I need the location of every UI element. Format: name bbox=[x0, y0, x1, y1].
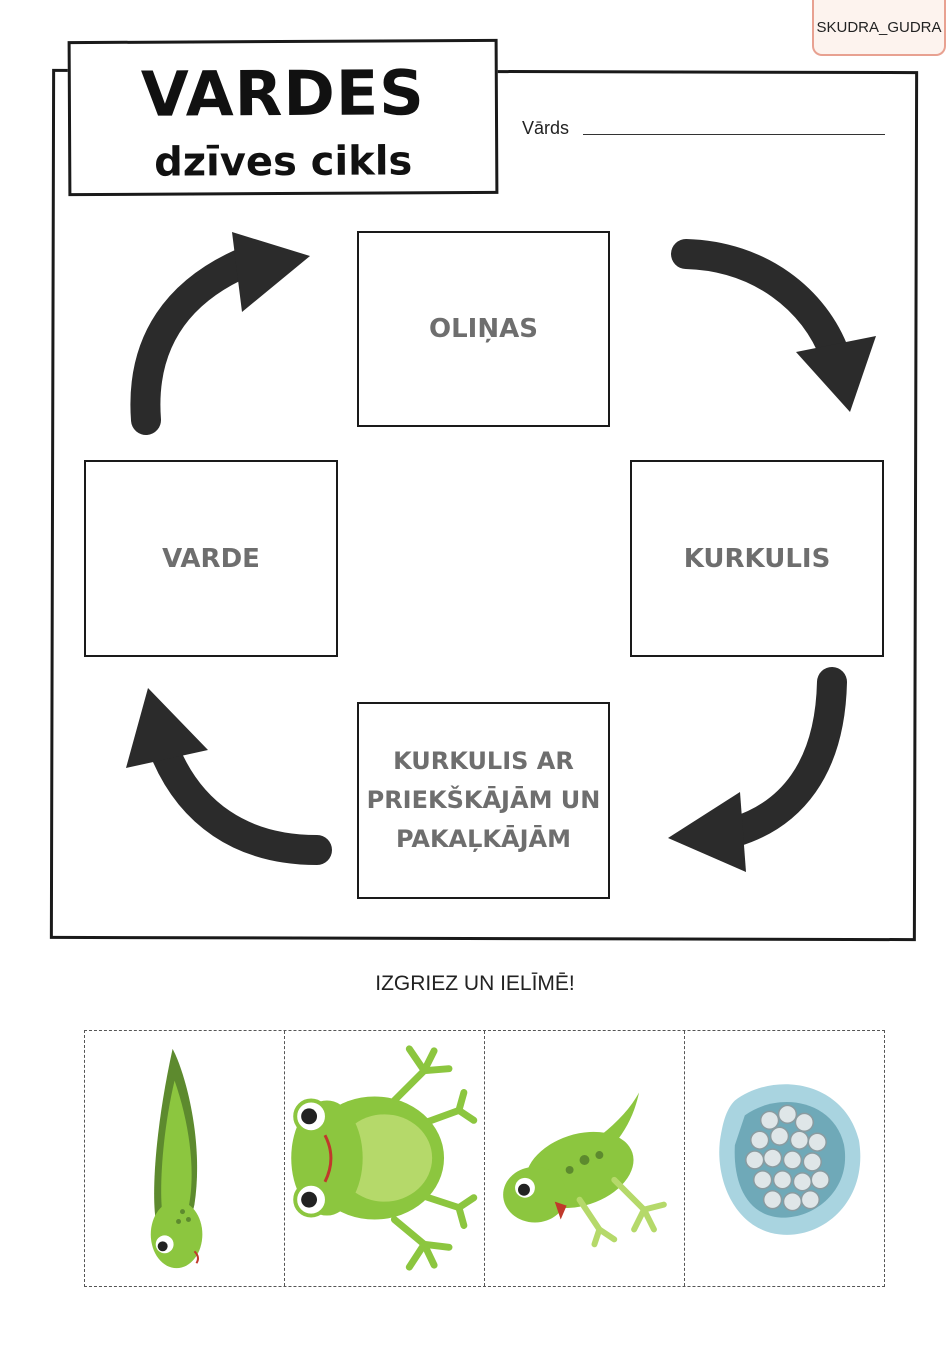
stage-box-frog bbox=[84, 460, 338, 657]
stage-box-tadpole bbox=[630, 460, 884, 657]
frog-icon bbox=[285, 1031, 484, 1286]
stage-label-tadpole-legs: KURKULIS AR PRIEKŠKĀJĀM UN PAKAĻKĀJĀM bbox=[366, 747, 601, 853]
page-subtitle: dzīves cikls bbox=[154, 138, 413, 186]
arrow-right-to-bottom-icon bbox=[668, 682, 832, 872]
page-title: VARDES bbox=[140, 56, 426, 131]
instruction-text: IZGRIEZ UN IELĪMĒ! bbox=[375, 972, 575, 995]
cutout-tadpole[interactable] bbox=[85, 1031, 285, 1286]
cutout-frog[interactable] bbox=[285, 1031, 485, 1286]
arrow-top-to-right-icon bbox=[686, 254, 876, 412]
stage-label-frog: VARDE bbox=[162, 543, 260, 574]
arrow-left-to-top-icon bbox=[145, 232, 310, 420]
stage-label-tadpole: KURKULIS bbox=[683, 543, 831, 574]
arrow-bottom-to-left-icon bbox=[126, 688, 317, 850]
frog-eggs-icon bbox=[685, 1031, 884, 1286]
stage-box-tadpole-legs bbox=[357, 702, 610, 899]
stage-label-eggs: OLIŅAS bbox=[429, 314, 538, 344]
tadpole-icon bbox=[85, 1031, 284, 1286]
name-label: Vārds bbox=[522, 118, 570, 138]
froglet-icon bbox=[485, 1031, 684, 1286]
cutout-froglet[interactable] bbox=[485, 1031, 685, 1286]
cutout-strip bbox=[84, 1030, 885, 1287]
cutout-eggs[interactable] bbox=[685, 1031, 884, 1286]
stage-box-eggs bbox=[357, 231, 610, 427]
brand-badge-text: SKUDRA_GUDRA bbox=[816, 18, 942, 36]
